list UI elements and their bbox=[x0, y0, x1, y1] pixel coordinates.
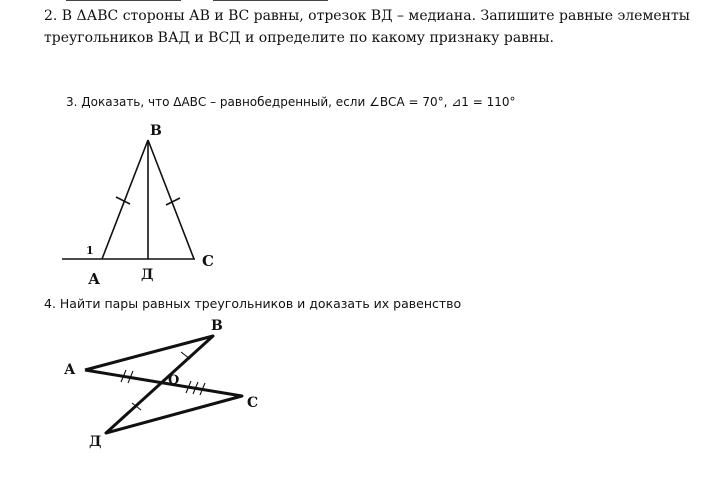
mark-bo bbox=[181, 352, 190, 359]
label-4-c: С bbox=[247, 395, 259, 411]
label-4-d: Д bbox=[89, 434, 102, 450]
task3-statement: 3. Доказать, что ΔАВС – равнобедренный, если ∠ВСА = 70°, ⊿1 = 110° bbox=[66, 95, 516, 109]
label-4-b: В bbox=[211, 318, 223, 334]
crossing-figure bbox=[85, 336, 242, 433]
label-4-a: А bbox=[64, 362, 76, 378]
triangle-figure bbox=[62, 140, 195, 259]
task2-line1: 2. В ΔАВС стороны АВ и ВС равны, отрезок ВД – медиана. Запишите равные элементы bbox=[44, 8, 690, 24]
label-4-o: О bbox=[168, 373, 180, 388]
segment-a-b-d-c bbox=[85, 336, 242, 433]
task4-statement: 4. Найти пары равных треугольников и доказать их равенство bbox=[44, 296, 462, 311]
label-one: 1 bbox=[86, 244, 94, 257]
task2-line2: треугольников ВАД и ВСД и определите по какому признаку равны. bbox=[44, 30, 554, 46]
side-ab bbox=[102, 140, 148, 259]
label-d: Д bbox=[141, 267, 154, 283]
side-bc bbox=[148, 140, 194, 259]
label-a: А bbox=[88, 270, 101, 288]
label-b: В bbox=[150, 123, 162, 139]
label-c: С bbox=[202, 252, 214, 270]
